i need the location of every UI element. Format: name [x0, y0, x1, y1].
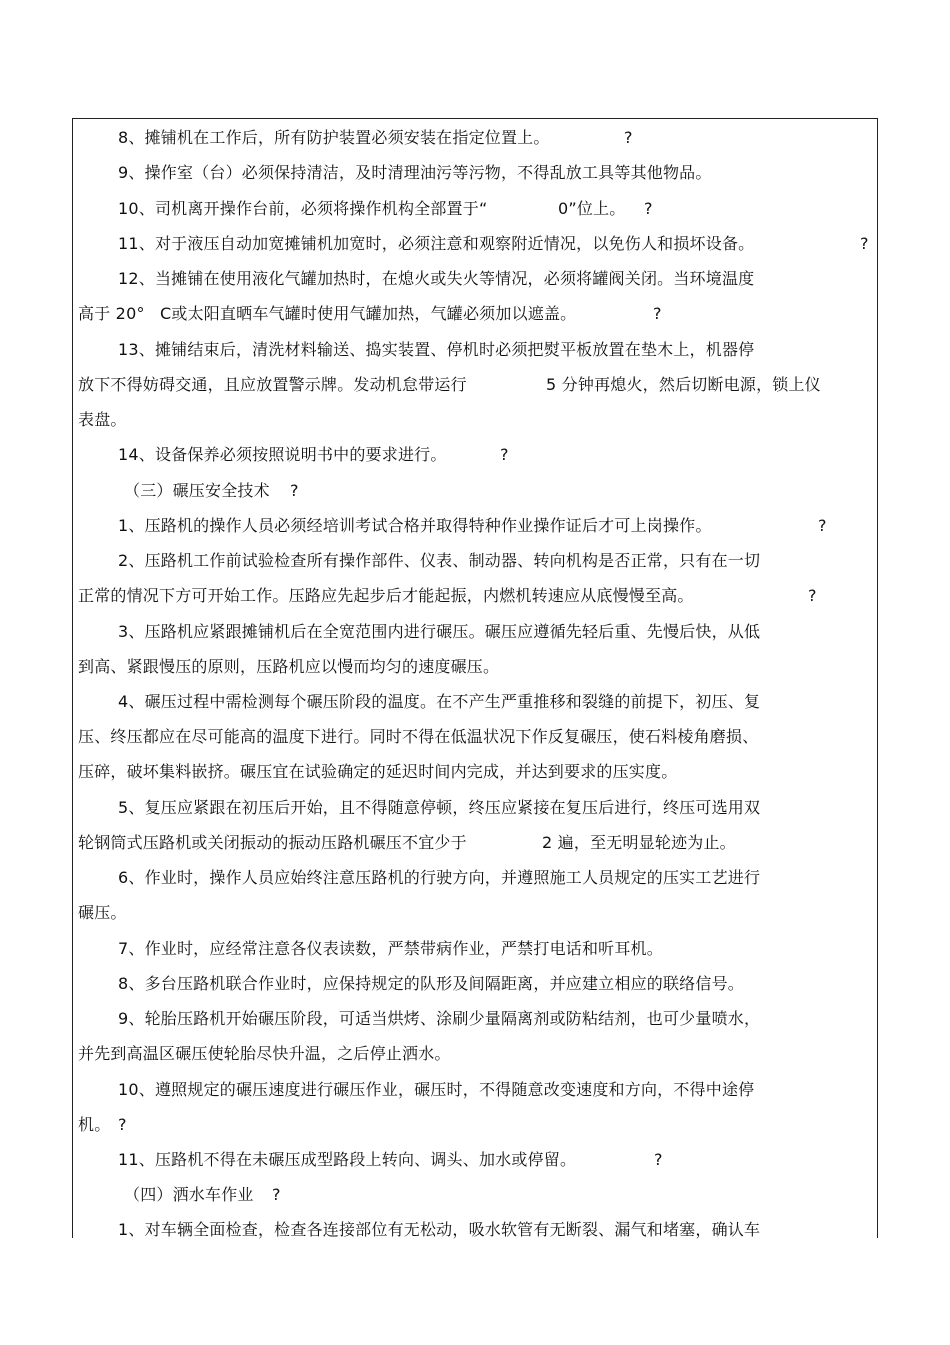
text-line: 放下不得妨碍交通，且应放置警示牌。发动机怠带运行	[78, 375, 467, 394]
section-heading: （四）洒水车作业	[124, 1185, 254, 1204]
section-heading: （三）碾压安全技术	[124, 481, 270, 500]
text-line: 1、对车辆全面检查，检查各连接部位有无松动，吸水软管有无断裂、漏气和堵塞，确认车	[118, 1220, 761, 1239]
text-line: 3、压路机应紧跟摊铺机后在全宽范围内进行碾压。碾压应遵循先轻后重、先慢后快，从低	[118, 622, 761, 641]
text-line: 2、压路机工作前试验检查所有操作部件、仪表、制动器、转向机构是否正常，只有在一切	[118, 551, 761, 570]
text-line: 正常的情况下方可开始工作。压路应先起步后才能起振，内燃机转速应从底慢慢至高。	[78, 586, 694, 605]
question-mark: ?	[808, 586, 817, 605]
text-line: 高于 20°	[78, 304, 145, 323]
text-line: 7、作业时，应经常注意各仪表读数，严禁带病作业，严禁打电话和听耳机。	[118, 939, 663, 958]
text-line: 5、复压应紧跟在初压后开始，且不得随意停顿，终压应紧接在复压后进行，终压可选用双	[118, 798, 761, 817]
text-line: 9、轮胎压路机开始碾压阶段，可适当烘烤、涂刷少量隔离剂或防粘结剂，也可少量喷水，	[118, 1009, 761, 1028]
text-line: 12、当摊铺在使用液化气罐加热时，在熄火或失火等情况，必须将罐阀关闭。当环境温度	[118, 269, 755, 288]
text-line: 表盘。	[78, 410, 127, 429]
text-line: 5 分钟再熄火，然后切断电源，锁上仪	[546, 375, 821, 394]
question-mark: ?	[272, 1185, 281, 1204]
text-line: 8、多台压路机联合作业时，应保持规定的队形及间隔距离，并应建立相应的联络信号。	[118, 974, 744, 993]
question-mark: ?	[653, 304, 662, 323]
question-mark: ?	[644, 199, 653, 218]
text-line: 11、压路机不得在未碾压成型路段上转向、调头、加水或停留。	[118, 1150, 577, 1169]
text-line: 轮钢筒式压路机或关闭振动的振动压路机碾压不宜少于	[78, 833, 467, 852]
text-line: 0”位上。	[558, 199, 626, 218]
text-line: 14、设备保养必须按照说明书中的要求进行。	[118, 445, 447, 464]
text-line: 4、碾压过程中需检测每个碾压阶段的温度。在不产生严重推移和裂缝的前提下，初压、复	[118, 692, 761, 711]
question-mark: ?	[624, 128, 633, 147]
text-line: 1、压路机的操作人员必须经培训考试合格并取得特种作业操作证后才可上岗操作。	[118, 516, 712, 535]
question-mark: ?	[818, 516, 827, 535]
text-line: 到高、紧跟慢压的原则，压路机应以慢而均匀的速度碾压。	[78, 657, 500, 676]
text-line: 10、遵照规定的碾压速度进行碾压作业，碾压时，不得随意改变速度和方向，不得中途停	[118, 1080, 755, 1099]
text-line: 2 遍，至无明显轮迹为止。	[542, 833, 736, 852]
text-line: C或太阳直晒车气罐时使用气罐加热，气罐必须加以遮盖。	[160, 304, 577, 323]
text-line: 碾压。	[78, 903, 127, 922]
text-line: 13、摊铺结束后，清洗材料输送、捣实装置、停机时必须把熨平板放置在垫木上，机器停	[118, 340, 755, 359]
text-line: 压碎，破坏集料嵌挤。碾压宜在试验确定的延迟时间内完成，并达到要求的压实度。	[78, 762, 678, 781]
text-line: 6、作业时，操作人员应始终注意压路机的行驶方向，并遵照施工人员规定的压实工艺进行	[118, 868, 761, 887]
text-line: 10、司机离开操作台前，必须将操作机构全部置于“	[118, 199, 488, 218]
question-mark: ?	[290, 481, 299, 500]
text-line: 压、终压都应在尽可能高的温度下进行。同时不得在低温状况下作反复碾压，使石料棱角磨损、	[78, 727, 759, 746]
text-line: 机。	[78, 1115, 111, 1134]
text-line: 11、对于液压自动加宽摊铺机加宽时，必须注意和观察附近情况，以免伤人和损坏设备。	[118, 234, 755, 253]
text-line: 9、操作室（台）必须保持清洁，及时清理油污等污物，不得乱放工具等其他物品。	[118, 163, 712, 182]
question-mark: ?	[654, 1150, 663, 1169]
question-mark: ?	[860, 234, 869, 253]
text-line: 并先到高温区碾压使轮胎尽快升温，之后停止洒水。	[78, 1044, 451, 1063]
question-mark: ?	[118, 1115, 127, 1134]
question-mark: ?	[500, 445, 509, 464]
text-line: 8、摊铺机在工作后，所有防护装置必须安装在指定位置上。	[118, 128, 550, 147]
